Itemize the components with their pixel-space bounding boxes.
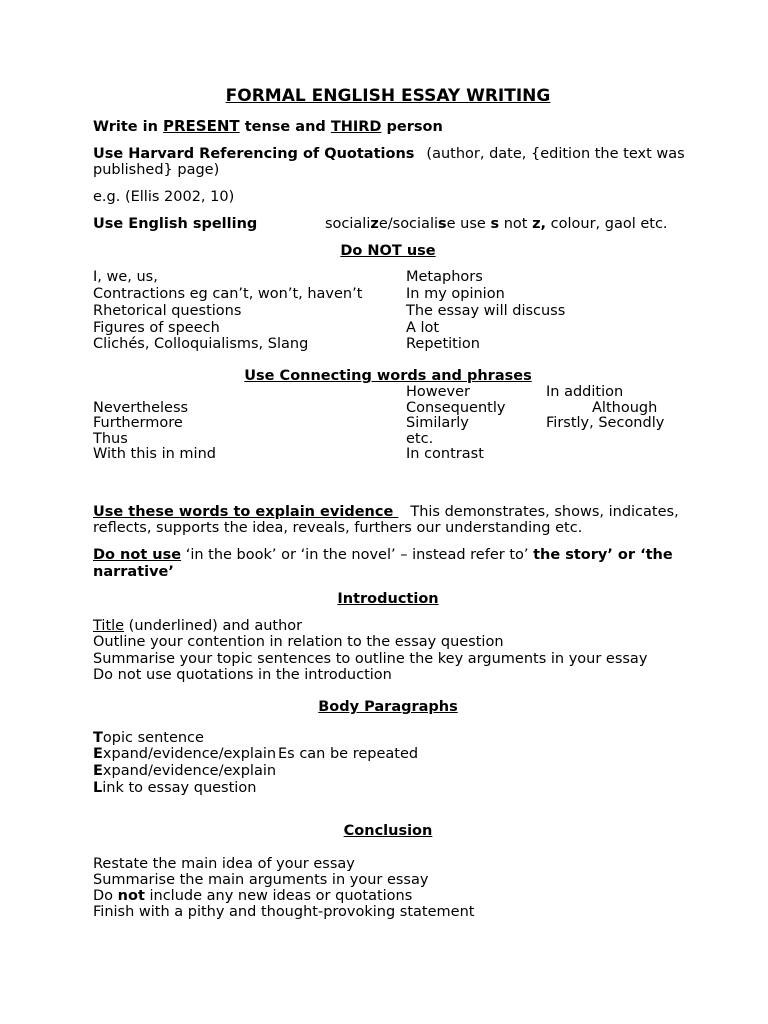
evidence-line-1 [93, 504, 679, 520]
dnu-left-1: Contractions eg can’t, won’t, haven’t [93, 286, 363, 302]
dnu-right-4: Repetition [406, 336, 480, 352]
conn-r2-right: Although [592, 400, 658, 416]
conclusion-heading: Conclusion [343, 823, 433, 839]
dnu-right-0: Metaphors [406, 269, 483, 285]
body-item-2: Expand/evidence/explain [93, 763, 277, 779]
dnu-left-4: Clichés, Colloquialisms, Slang [93, 336, 309, 352]
harvard-paren-2: published} page) [93, 162, 220, 178]
third-word: THIRD [330, 119, 382, 135]
conclusion-line-3: Do not include any new ideas or quotations [93, 888, 413, 904]
conclusion-line-4: Finish with a pithy and thought-provoking statement [93, 904, 475, 920]
intro-line-3: Do not use quotations in the introduction [93, 667, 392, 683]
connecting-heading: Use Connecting words and phrases [244, 368, 532, 384]
present-word: PRESENT [163, 117, 240, 135]
do-not-use-heading: Do NOT use [340, 243, 436, 259]
harvard-line [93, 146, 685, 162]
intro-title-line [93, 618, 302, 634]
tense-prefix: Write in [93, 119, 164, 135]
body-item-0: Topic sentence [93, 730, 204, 746]
donot-mid: ‘in the book’ or ‘in the novel’ – instead refer to’ [181, 547, 534, 563]
body-item-3: Link to essay question [93, 780, 257, 796]
conn-r4-mid: etc. [406, 431, 434, 447]
evidence-rest-1: This demonstrates, shows, indicates, [410, 504, 679, 520]
conclusion-line-1: Restate the main idea of your essay [93, 856, 355, 872]
intro-title-word: Title [93, 618, 125, 634]
body-heading: Body Paragraphs [318, 699, 458, 715]
conn-r4-left: Thus [93, 431, 128, 447]
dnu-right-1: In my opinion [406, 286, 505, 302]
dnu-left-2: Rhetorical questions [93, 303, 242, 319]
donot-label: Do not use [93, 547, 182, 563]
donot-line-1 [93, 547, 673, 563]
conn-r5-mid: In contrast [406, 446, 484, 462]
harvard-example: e.g. (Ellis 2002, 10) [93, 189, 235, 205]
body-item-1-note: Es can be repeated [278, 746, 419, 762]
tense-instruction [93, 118, 443, 135]
conclusion-line-2: Summarise the main arguments in your essay [93, 872, 429, 888]
dnu-left-0: I, we, us, [93, 269, 158, 285]
intro-title-rest: (underlined) and author [124, 618, 303, 634]
conn-r2-left: Nevertheless [93, 400, 189, 416]
evidence-label: Use these words to explain evidence [93, 504, 399, 520]
document-page [93, 0, 683, 1024]
evidence-rest-2: reflects, supports the idea, reveals, furthers our understanding etc. [93, 520, 583, 536]
spelling-detail: socialize/socialise use s not z, colour, gaol etc. [325, 216, 668, 232]
conn-r1-mid: However [406, 384, 471, 400]
donot-bold-3: narrative’ [93, 564, 174, 580]
body-item-1: Expand/evidence/explain [93, 746, 277, 762]
introduction-heading: Introduction [337, 591, 439, 607]
harvard-label: Use Harvard Referencing of Quotations [93, 146, 415, 162]
spelling-label: Use English spelling [93, 216, 258, 232]
tense-suffix: person [381, 119, 443, 135]
intro-line-1: Outline your contention in relation to the essay question [93, 634, 504, 650]
conn-r3-right: Firstly, Secondly [546, 415, 665, 431]
tense-mid: tense and [239, 119, 331, 135]
conn-r1-right: In addition [546, 384, 624, 400]
dnu-right-2: The essay will discuss [406, 303, 566, 319]
donot-bold-2: the story’ or ‘the [533, 547, 673, 563]
dnu-right-3: A lot [406, 320, 440, 336]
harvard-paren-1: (author, date, {edition the text was [426, 146, 685, 162]
conn-r3-left: Furthermore [93, 415, 183, 431]
intro-line-2: Summarise your topic sentences to outline the key arguments in your essay [93, 651, 648, 667]
conn-r5-left: With this in mind [93, 446, 216, 462]
document-title: FORMAL ENGLISH ESSAY WRITING [225, 86, 551, 106]
dnu-left-3: Figures of speech [93, 320, 220, 336]
conn-r2-mid: Consequently [406, 400, 506, 416]
conn-r3-mid: Similarly [406, 415, 469, 431]
